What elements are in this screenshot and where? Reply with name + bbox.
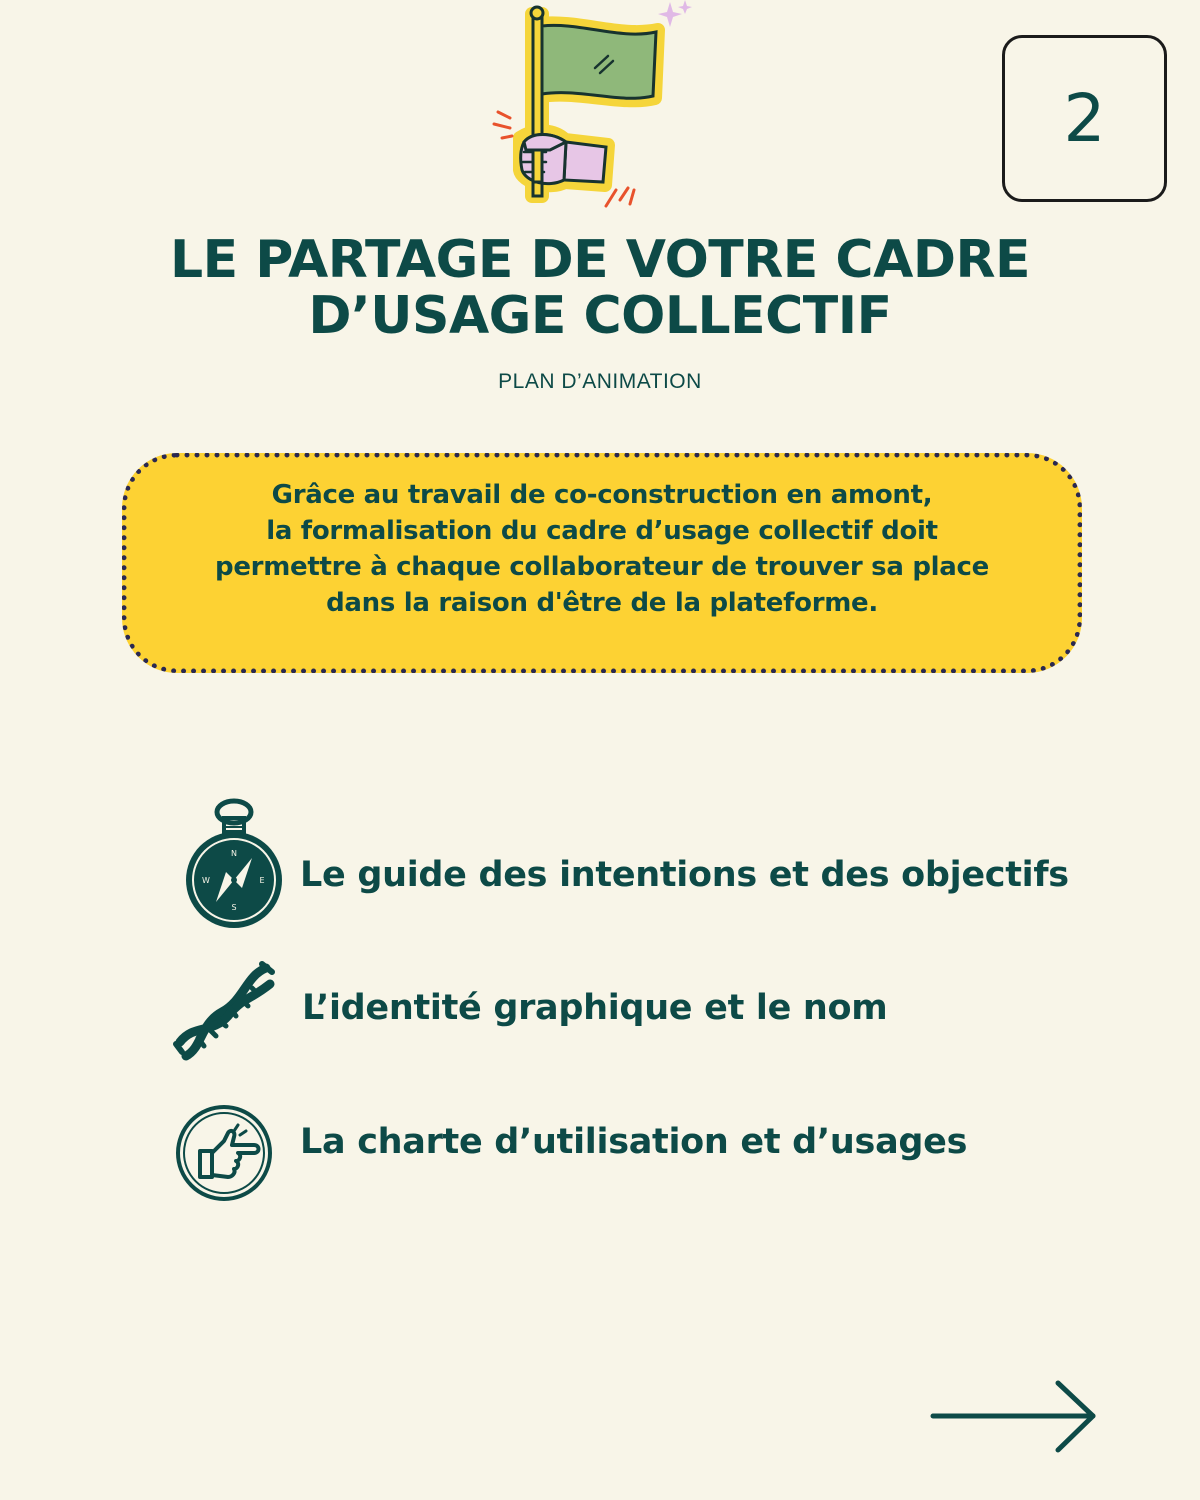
item-label-identity: L’identité graphique et le nom: [302, 988, 888, 1028]
compass-icon: [182, 798, 286, 930]
compass-letter-s: S: [231, 903, 237, 912]
compass-letter-n: N: [231, 849, 237, 858]
pointing-hand-icon: [174, 1103, 274, 1203]
dna-icon: [172, 960, 278, 1066]
callout-line-1: Grâce au travail de co-construction en amont,: [271, 480, 933, 510]
callout-line-3: permettre à chaque collaborateur de trouver sa place: [215, 552, 989, 582]
page-number: 2: [1063, 80, 1106, 157]
flag-illustration: [480, 0, 700, 215]
callout-line-2: la formalisation du cadre d’usage collectif doit: [266, 516, 938, 546]
item-label-guide: Le guide des intentions et des objectifs: [300, 855, 1069, 895]
page-subtitle: PLAN D’ANIMATION: [498, 370, 702, 393]
callout-text: [215, 477, 989, 621]
page-number-badge: [1002, 35, 1167, 202]
title-line-1: LE PARTAGE DE VOTRE CADRE: [169, 230, 1031, 290]
item-label-charter: La charte d’utilisation et d’usages: [300, 1122, 968, 1162]
compass-letter-e: E: [259, 876, 265, 885]
arrow-right-icon[interactable]: [930, 1380, 1100, 1455]
callout-line-4: dans la raison d'être de la plateforme.: [326, 588, 878, 618]
title-line-2: D’USAGE COLLECTIF: [308, 286, 892, 346]
callout-box: [122, 453, 1082, 673]
compass-letter-w: W: [202, 876, 210, 885]
page-title: [100, 232, 1100, 344]
